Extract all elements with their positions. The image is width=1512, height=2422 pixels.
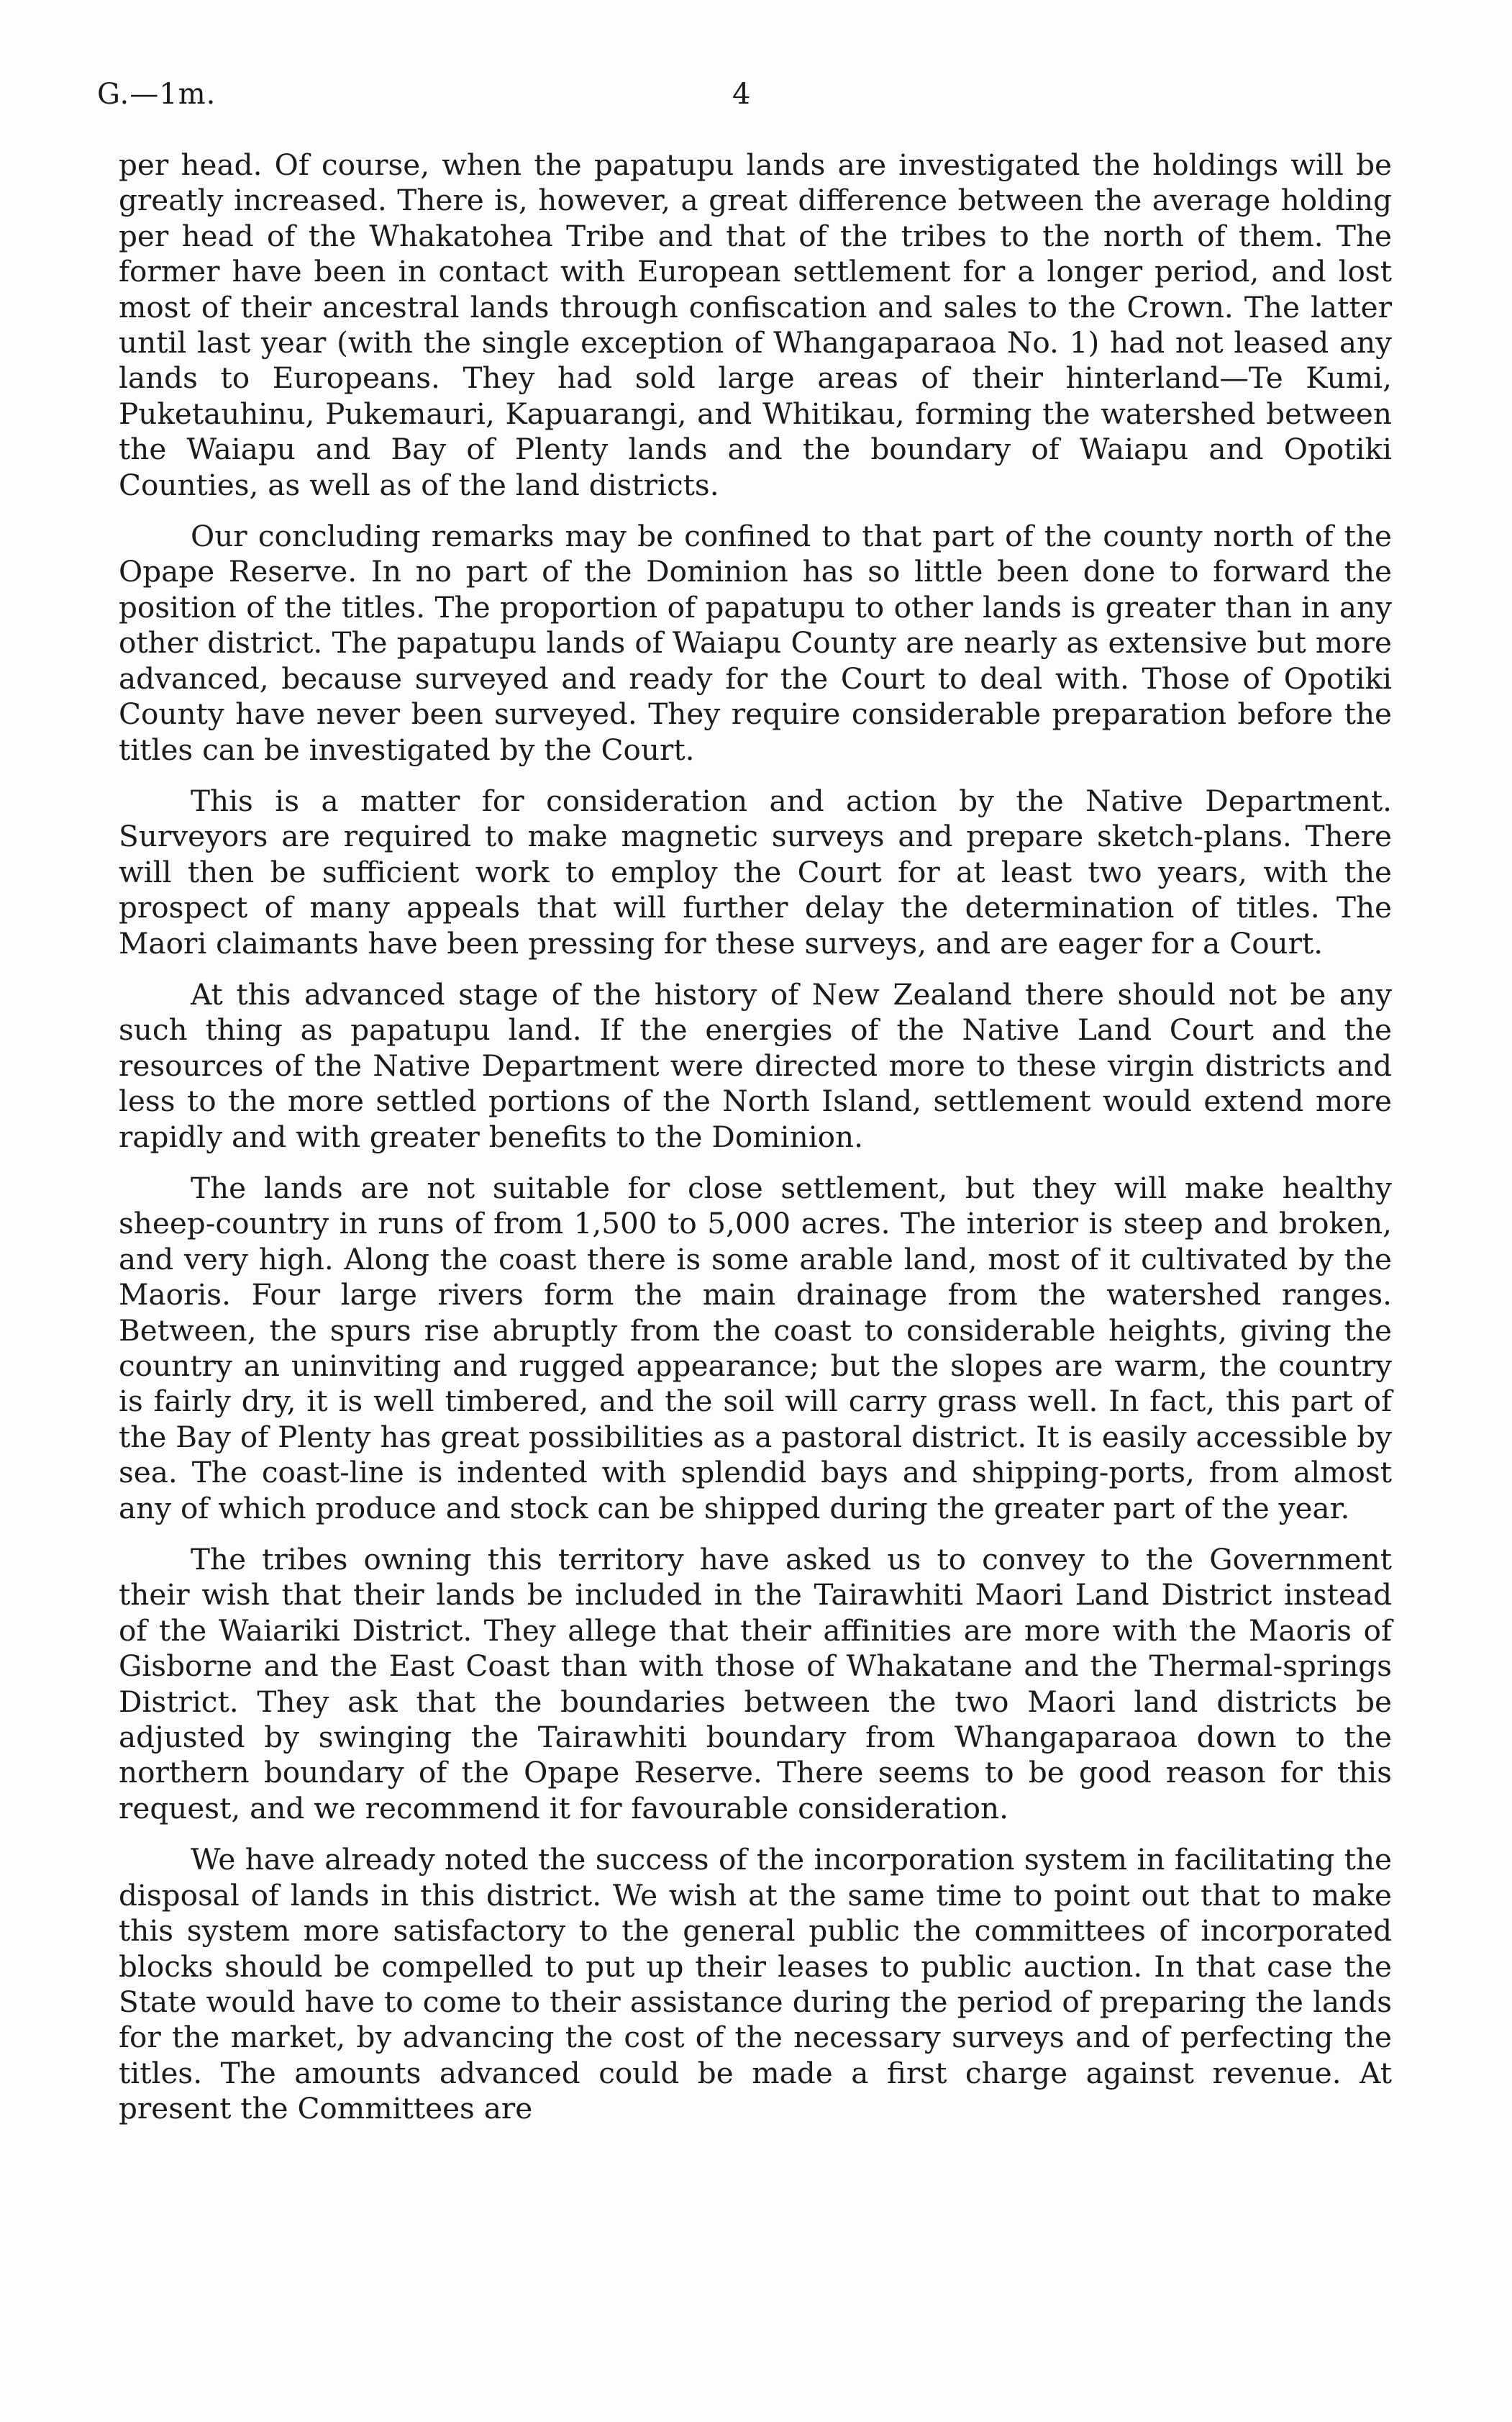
running-head: G.—1m. xyxy=(97,78,217,111)
paragraph-6: The tribes owning this territory have asked us to convey to the Government their wish that their lands be included in the Tairawhiti Maori Land District instead of the Waiariki District. They allege that their affinities are more with the Maoris of Gisborne and the East Coast than with those of Whakatane and the Thermal-springs District. They ask that the boundaries between the two Maori land districts be adjusted by swinging the Tairawhiti boundary from Whangaparaoa down to the northern boundary of the Opape Reserve. There seems to be good reason for this request, and we recommend it for favourable consideration. xyxy=(119,1542,1392,1825)
paragraph-4: At this advanced stage of the history of New Zealand there should not be any such thing as papatupu land. If the energies of the Native Land Court and the resources of the Native Department were directed more to these virgin districts and less to the more settled portions of the North Island, settlement would extend more rapidly and with greater benefits to the Dominion. xyxy=(119,976,1392,1154)
paragraph-2: Our concluding remarks may be confined to that part of the county north of the Opape Reserve. In no part of the Dominion has so little been done to forward the position of the titles. The proportion of papatupu to other lands is greater than in any other district. The papatupu lands of Waiapu County are nearly as extensive but more advanced, because surveyed and ready for the Court to deal with. Those of Opotiki County have never been surveyed. They require considerable preparation before the titles can be investigated by the Court. xyxy=(119,519,1392,767)
paragraph-7: We have already noted the success of the incorporation system in facilitating the disposal of lands in this district. We wish at the same time to point out that to make this system more satisfactory to the general public the committees of incorporated blocks should be compelled to put up their leases to public auction. In that case the State would have to come to their assistance during the period of preparing the lands for the market, by advancing the cost of the necessary surveys and of perfecting the titles. The amounts advanced could be made a first charge against revenue. At present the Committees are xyxy=(119,1842,1392,2126)
paragraph-3: This is a matter for consideration and action by the Native Department. Surveyors are required to make magnetic surveys and prepare sketch-plans. There will then be sufficient work to employ the Court for at least two years, with the prospect of many appeals that will further delay the determination of titles. The Maori claimants have been pressing for these surveys, and are eager for a Court. xyxy=(119,783,1392,961)
body-text xyxy=(119,148,1392,2143)
paragraph-5: The lands are not suitable for close settlement, but they will make healthy sheep-country in runs of from 1,500 to 5,000 acres. The interior is steep and broken, and very high. Along the coast there is some arable land, most of it cultivated by the Maoris. Four large rivers form the main drainage from the watershed ranges. Between, the spurs rise abruptly from the coast to considerable heights, giving the country an uninviting and rugged appearance; but the slopes are warm, the country is fairly dry, it is well timbered, and the soil will carry grass well. In fact, this part of the Bay of Plenty has great possibilities as a pastoral district. It is easily accessible by sea. The coast-line is indented with splendid bays and shipping-ports, from almost any of which produce and stock can be shipped during the greater part of the year. xyxy=(119,1170,1392,1525)
paragraph-1-continued: per head. Of course, when the papatupu lands are investigated the holdings will be greatly increased. There is, however, a great difference between the average holding per head of the Whakatohea Tribe and that of the tribes to the north of them. The former have been in contact with European settlement for a longer period, and lost most of their ancestral lands through confiscation and sales to the Crown. The latter until last year (with the single exception of Whangaparaoa No. 1) had not leased any lands to Europeans. They had sold large areas of their hinterland—Te Kumi, Puketauhinu, Pukemauri, Kapuarangi, and Whitikau, forming the watershed between the Waiapu and Bay of Plenty lands and the boundary of Waiapu and Opotiki Counties, as well as of the land districts. xyxy=(119,148,1392,502)
page-number: 4 xyxy=(732,78,751,111)
